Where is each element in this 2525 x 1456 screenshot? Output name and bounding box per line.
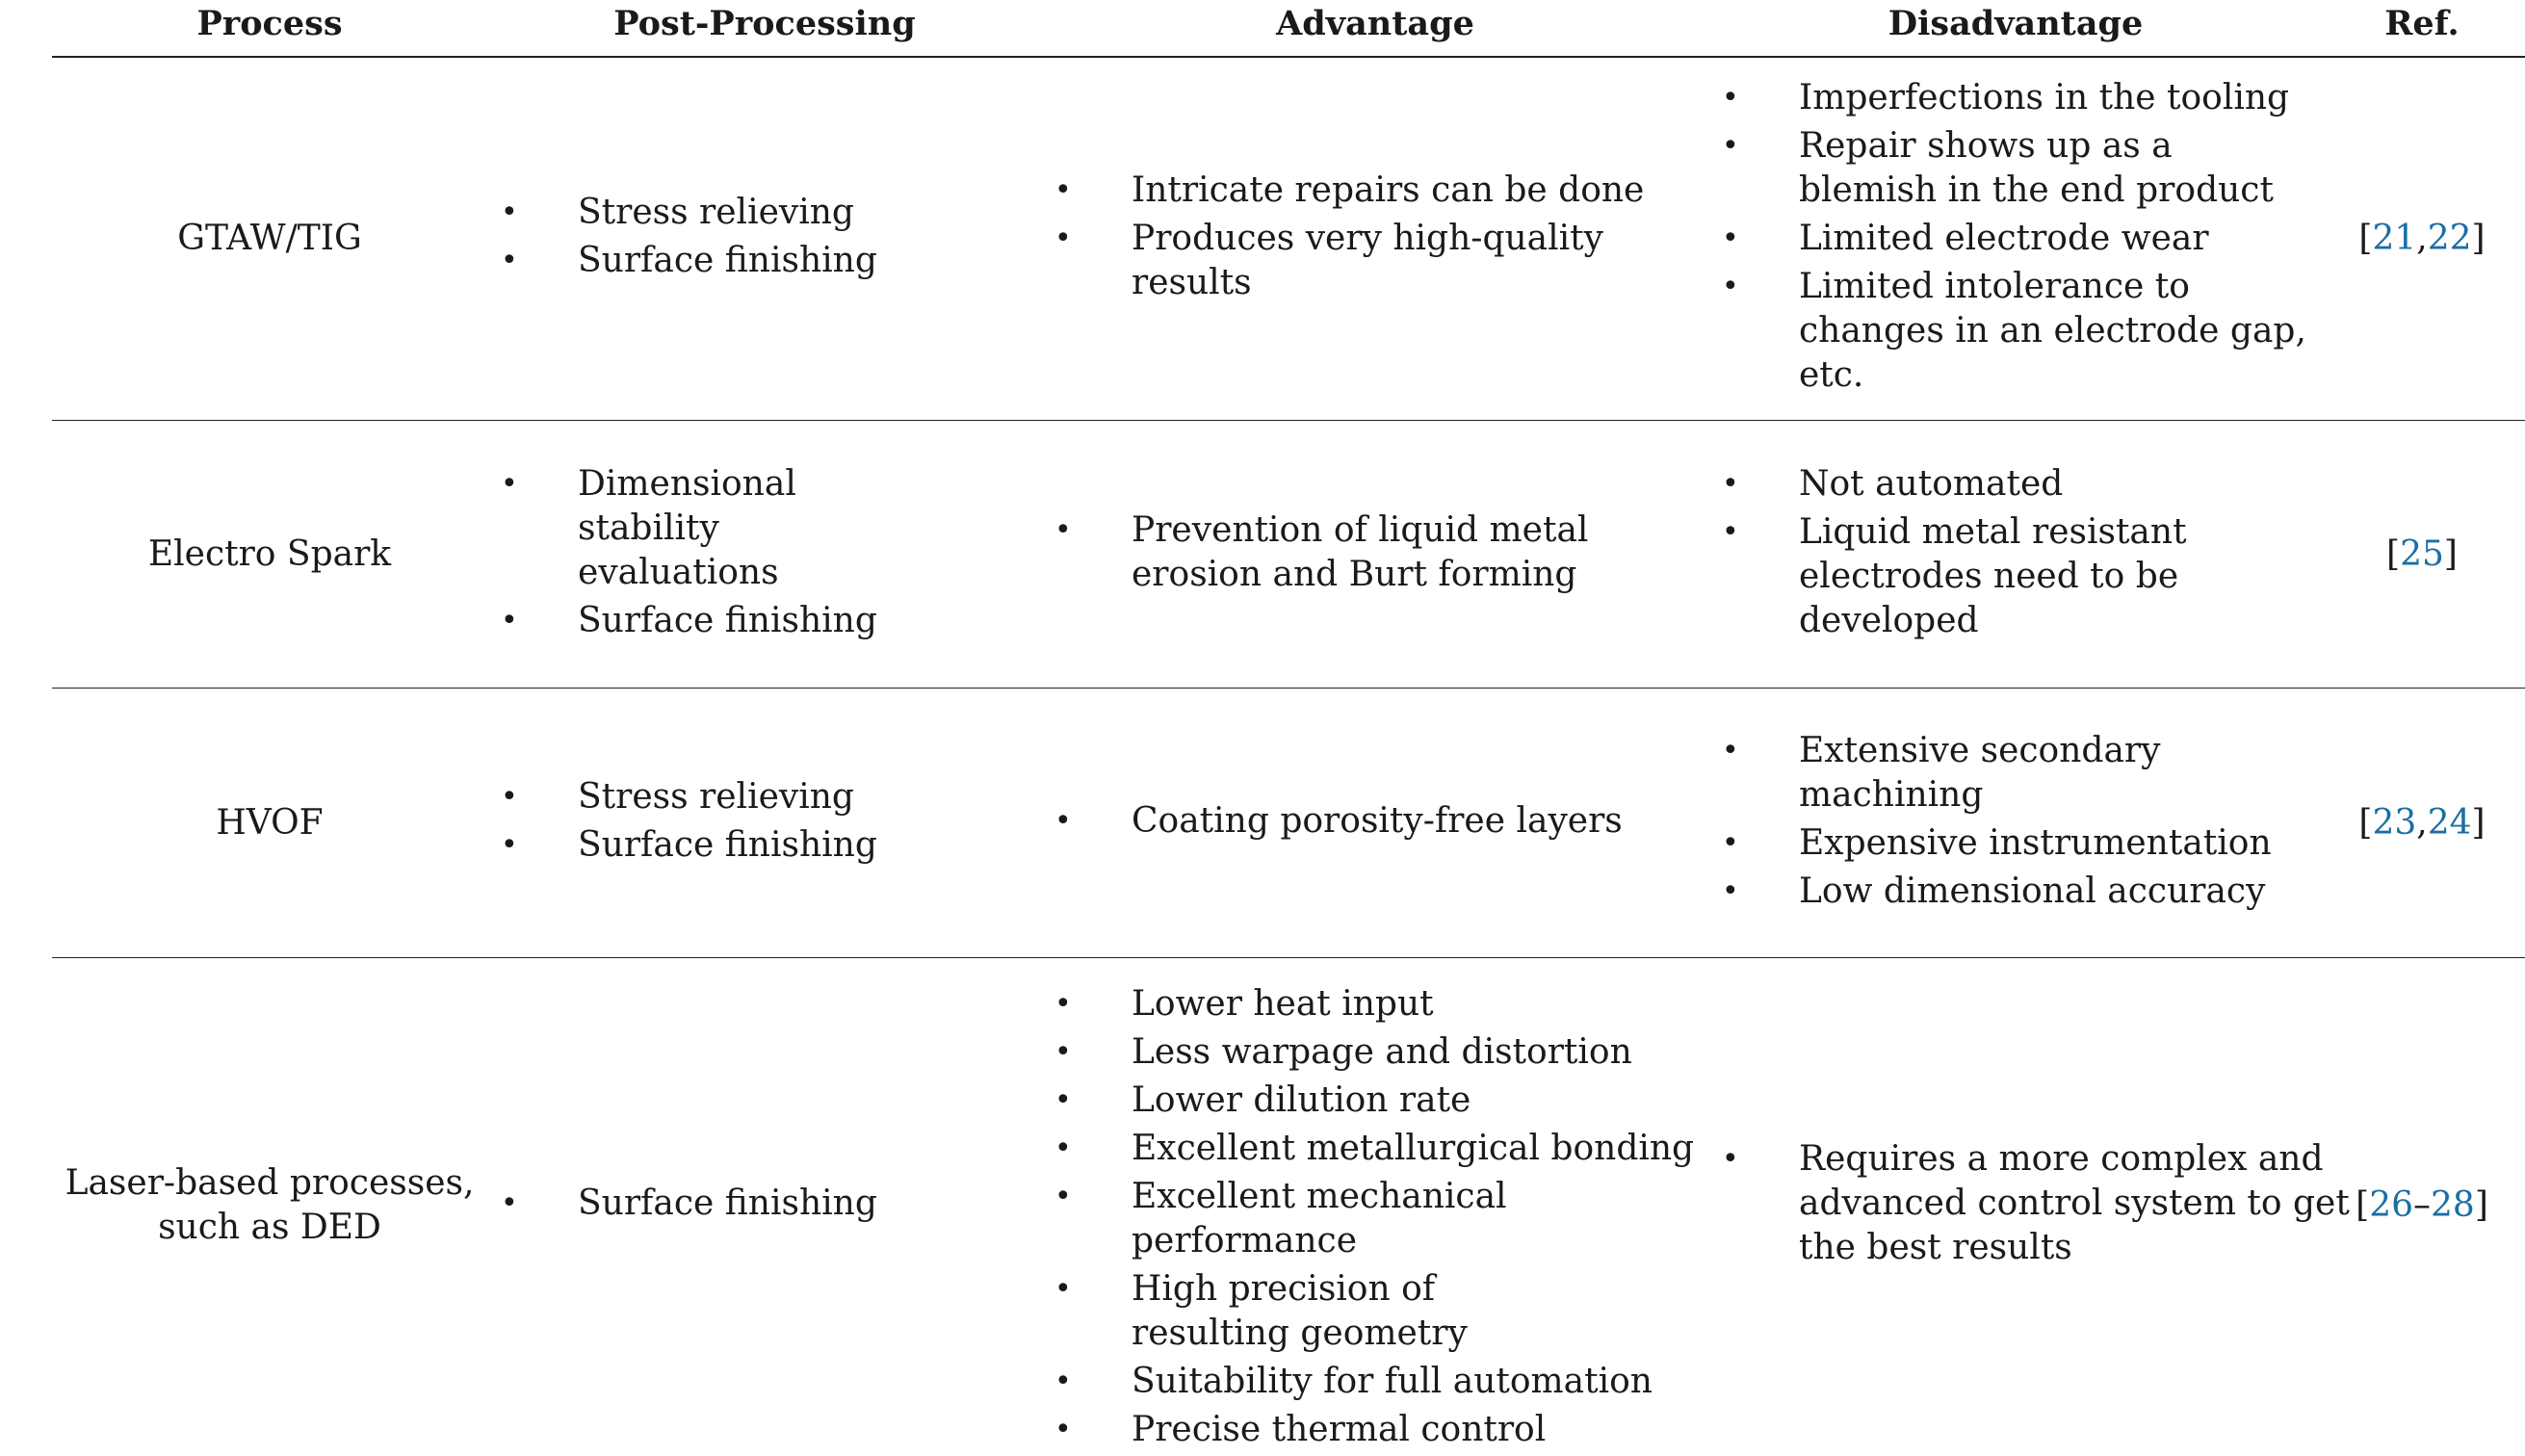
ref-cell xyxy=(2330,982,2513,1429)
process-cell xyxy=(52,58,487,420)
list-item: • Surface finishing xyxy=(501,1182,1040,1226)
list-item: • Repair shows up as a blemish in the end product xyxy=(1722,124,2280,213)
ref-link[interactable]: 24 xyxy=(2427,803,2472,843)
table-row xyxy=(0,58,2525,420)
ref-link[interactable]: 21 xyxy=(2372,219,2417,258)
advantage-cell xyxy=(1054,982,1719,1449)
list-item: • Limited electrode wear xyxy=(1722,217,2319,261)
row-divider xyxy=(52,688,2525,689)
ref-citation: [26–28] xyxy=(2356,1185,2488,1225)
list-item: • Stress relieving xyxy=(501,191,1040,235)
advantage-list xyxy=(1054,982,1719,1456)
list-item: • Imperfections in the tooling xyxy=(1722,76,2319,120)
list-item: • Less warpage and distortion xyxy=(1054,1030,1719,1075)
advantage-list xyxy=(1054,799,1719,847)
list-item: • Excellent mechanical performance xyxy=(1054,1175,1719,1263)
ref-citation: [25] xyxy=(2386,534,2458,574)
list-item: • Surface finishing xyxy=(501,599,1040,643)
list-item: • Prevention of liquid metal erosion and Burt forming xyxy=(1054,508,1719,597)
process-name-line1: Laser-based processes, xyxy=(65,1163,475,1203)
post-processing-cell xyxy=(501,689,1040,957)
list-item: • Stress relieving xyxy=(501,775,1040,819)
disadvantage-cell xyxy=(1722,422,2338,688)
header-advantage: Advantage xyxy=(1276,4,1474,43)
process-cell xyxy=(52,689,487,957)
ref-citation: [23,24] xyxy=(2358,803,2486,843)
ref-citation: [21,22] xyxy=(2358,219,2486,258)
ref-link[interactable]: 22 xyxy=(2427,219,2472,258)
list-item: • Dimensional stability evaluations xyxy=(501,462,924,595)
list-item: • Coating porosity-free layers xyxy=(1054,799,1719,844)
disadvantage-list xyxy=(1722,462,2338,647)
ref-link[interactable]: 23 xyxy=(2372,803,2417,843)
list-item: • Low dimensional accuracy xyxy=(1722,870,2338,914)
list-item: • Lower heat input xyxy=(1054,982,1719,1027)
process-name: HVOF xyxy=(216,803,324,843)
table-header xyxy=(0,0,2525,48)
advantage-cell xyxy=(1054,58,1719,420)
post-processing-cell xyxy=(501,982,1040,1429)
row-divider xyxy=(52,420,2525,421)
post-processing-list xyxy=(501,1182,1040,1230)
post-processing-cell xyxy=(501,58,1040,420)
disadvantage-cell xyxy=(1722,689,2338,957)
disadvantage-list xyxy=(1722,729,2338,918)
ref-cell xyxy=(2330,422,2513,688)
disadvantage-cell xyxy=(1722,982,2350,1429)
list-item: • Not automated xyxy=(1722,462,2338,507)
list-item: • Precise thermal control xyxy=(1054,1408,1719,1452)
process-name: Electro Spark xyxy=(147,534,392,574)
ref-link[interactable]: 28 xyxy=(2431,1185,2475,1225)
list-item: • Suitability for full automation xyxy=(1054,1360,1719,1404)
advantage-list xyxy=(1054,169,1719,309)
list-item: • Limited intolerance to changes in an electrode gap, etc. xyxy=(1722,265,2319,398)
disadvantage-list xyxy=(1722,76,2319,402)
list-item: • Surface finishing xyxy=(501,823,1040,868)
disadvantage-cell xyxy=(1722,58,2338,420)
list-item: • Extensive secondary machining xyxy=(1722,729,2242,818)
advantage-cell xyxy=(1054,689,1719,957)
advantage-cell xyxy=(1054,422,1719,688)
list-item: • Lower dilution rate xyxy=(1054,1079,1719,1123)
ref-cell xyxy=(2330,689,2513,957)
list-item: • Requires a more complex and advanced control system to get the best results xyxy=(1722,1137,2367,1270)
post-processing-list xyxy=(501,775,1040,871)
table-row xyxy=(0,422,2525,688)
ref-link[interactable]: 26 xyxy=(2369,1185,2413,1225)
disadvantage-list xyxy=(1722,1137,2350,1274)
list-item: • Liquid metal resistant electrodes need to be developed xyxy=(1722,510,2203,643)
header-post-processing: Post-Processing xyxy=(613,4,916,43)
process-cell xyxy=(52,982,487,1429)
list-item: • Produces very high-quality results xyxy=(1054,217,1719,305)
table-row xyxy=(0,982,2525,1449)
advantage-list xyxy=(1054,508,1719,601)
process-name-line2: such as DED xyxy=(158,1208,381,1247)
post-processing-list xyxy=(501,191,1040,287)
process-name: GTAW/TIG xyxy=(177,219,362,258)
ref-cell xyxy=(2330,58,2513,420)
list-item: • Excellent metallurgical bonding xyxy=(1054,1127,1719,1171)
table-row xyxy=(0,689,2525,957)
process-cell xyxy=(52,422,487,688)
row-divider xyxy=(52,957,2525,958)
header-disadvantage: Disadvantage xyxy=(1887,4,2144,43)
list-item: • Expensive instrumentation xyxy=(1722,821,2338,866)
list-item: • Surface finishing xyxy=(501,239,1040,283)
header-process: Process xyxy=(196,4,343,43)
header-ref: Ref. xyxy=(2384,4,2460,43)
ref-link[interactable]: 25 xyxy=(2400,534,2444,574)
list-item: • Intricate repairs can be done xyxy=(1054,169,1719,213)
list-item: • High precision of resulting geometry xyxy=(1054,1267,1517,1356)
post-processing-cell xyxy=(501,422,1040,688)
post-processing-list xyxy=(501,462,1040,647)
